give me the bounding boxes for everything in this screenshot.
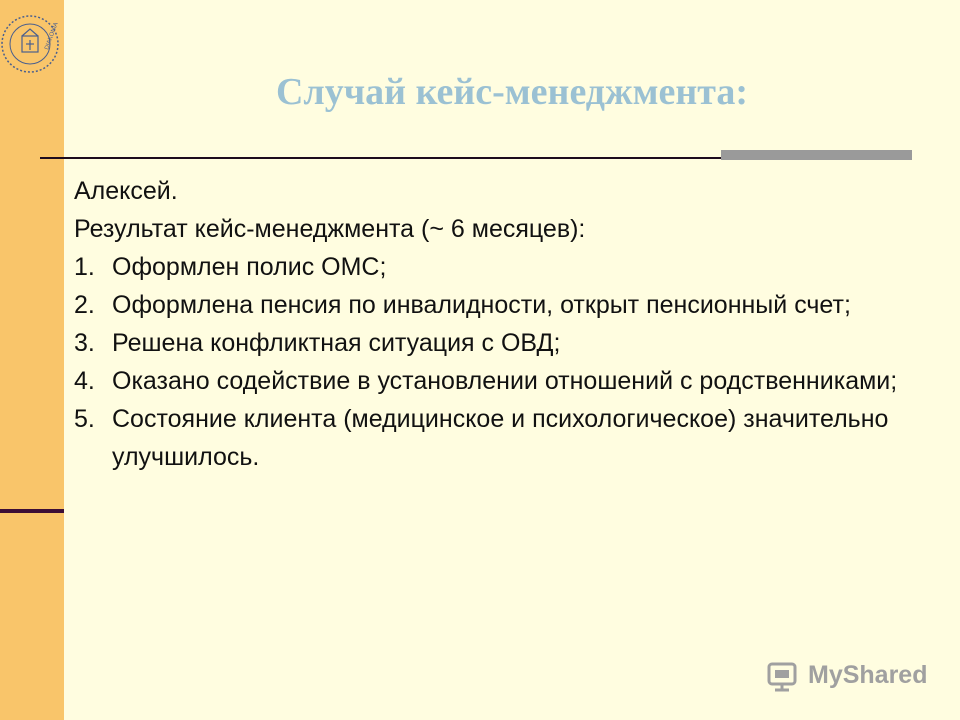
- myshared-logo-icon: [766, 657, 802, 693]
- list-item-number: 2.: [74, 291, 95, 319]
- list-item: [74, 324, 914, 362]
- list-item-text: Состояние клиента (медицинское и психологическое) значительно улучшилось.: [112, 405, 889, 471]
- myshared-watermark: [766, 655, 927, 695]
- results-list: [74, 248, 914, 476]
- watermark-text: MyShared: [808, 660, 928, 689]
- list-item-number: 1.: [74, 253, 95, 281]
- slide-title: Случай кейс-менеджмента:: [275, 71, 749, 113]
- list-item-number: 3.: [74, 329, 95, 357]
- slide-body: [74, 172, 914, 476]
- list-item-number: 5.: [74, 405, 95, 433]
- list-item: [74, 362, 914, 400]
- list-item-text: Оформлена пенсия по инвалидности, открыт пенсионный счет;: [112, 291, 851, 319]
- diakonia-seal-icon: [0, 6, 64, 76]
- list-item-number: 4.: [74, 367, 95, 395]
- result-heading: Результат кейс-менеджмента (~ 6 месяцев):: [74, 215, 586, 243]
- list-item: [74, 286, 914, 324]
- list-item-text: Решена конфликтная ситуация с ОВД;: [112, 329, 561, 357]
- list-item: [74, 248, 914, 286]
- list-item-text: Оформлен полис ОМС;: [112, 253, 387, 281]
- client-name: Алексей.: [74, 177, 178, 205]
- title-divider-accent: [721, 150, 912, 160]
- svg-text:DIAKONIA: DIAKONIA: [44, 21, 60, 51]
- left-bar-accent-line: [0, 509, 64, 513]
- list-item-text: Оказано содействие в установлении отношений с родственниками;: [112, 367, 898, 395]
- left-decorative-bar: [0, 0, 64, 720]
- list-item: [74, 400, 914, 476]
